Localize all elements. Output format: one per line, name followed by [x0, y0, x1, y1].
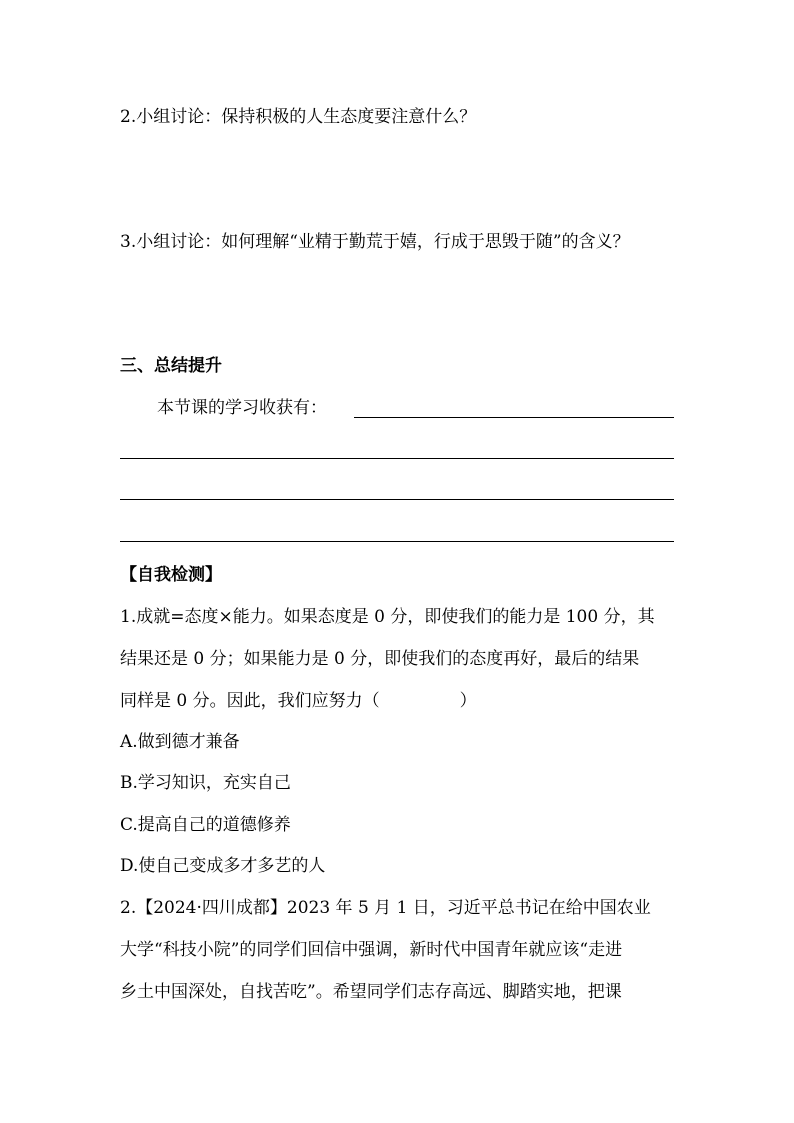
- summary-prompt: 本节课的学习收获有：: [157, 398, 327, 418]
- option-c: C.提高自己的道德修养: [120, 815, 291, 835]
- summary-answer-line[interactable]: [354, 417, 674, 418]
- question-2-line: 2.【2024·四川成都】2023 年 5 月 1 日，习近平总书记在给中国农业: [120, 898, 651, 918]
- summary-answer-line[interactable]: [120, 541, 674, 542]
- option-a: A.做到德才兼备: [120, 732, 240, 752]
- question-2-line: 乡土中国深处，自找苦吃”。希望同学们志存高远、脚踏实地，把课: [120, 982, 622, 1002]
- question-2-line: 大学“科技小院”的同学们回信中强调，新时代中国青年就应该“走进: [120, 940, 623, 960]
- discussion-question-3: 3.小组讨论：如何理解“业精于勤荒于嬉，行成于思毁于随”的含义？: [120, 232, 630, 252]
- option-b: B.学习知识，充实自己: [120, 773, 291, 793]
- question-1-line: [120, 690, 477, 712]
- question-1-line: 结果还是 0 分；如果能力是 0 分，即使我们的态度再好，最后的结果: [120, 649, 640, 669]
- option-d: D.使自己变成多才多艺的人: [120, 856, 326, 876]
- discussion-question-2: 2.小组讨论：保持积极的人生态度要注意什么？: [120, 107, 477, 127]
- summary-answer-line[interactable]: [120, 499, 674, 500]
- question-1-stem-end: 同样是 0 分。因此，我们应努力（: [120, 691, 380, 711]
- self-check-heading: 【自我检测】: [120, 565, 222, 585]
- summary-heading: 三、总结提升: [120, 356, 222, 376]
- question-1-line: 1.成就=态度×能力。如果态度是 0 分，即使我们的能力是 100 分，其: [120, 607, 655, 627]
- summary-answer-line[interactable]: [120, 458, 674, 459]
- question-1-close-paren: ）: [459, 691, 477, 711]
